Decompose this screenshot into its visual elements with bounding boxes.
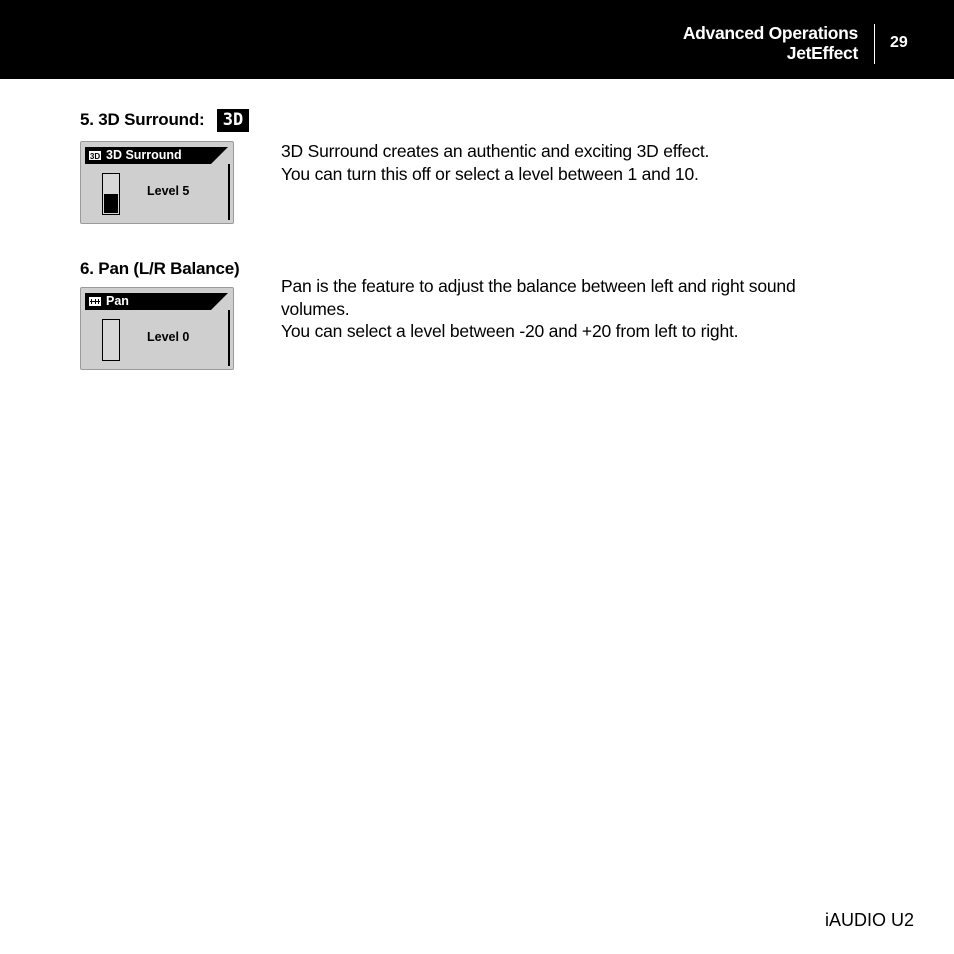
pan-description [281,275,841,343]
header-titles [683,23,858,63]
footer-brand: iAUDIO U2 [824,910,914,930]
3d-icon: 3D [217,109,249,132]
header-subsection-title: JetEffect [786,43,858,63]
level-label: Level 5 [147,184,190,198]
description-line: You can turn this off or select a level between 1 and 10. [281,163,699,184]
screen-edge-bar [228,310,230,366]
pan-icon [88,296,102,307]
description-line: Pan is the feature to adjust the balance between left and right sound volumes. [281,276,796,319]
pan-heading: 6. Pan (L/R Balance) [80,259,240,278]
screen-title: Pan [106,294,129,308]
level-meter [102,319,120,361]
screen-title-bar [85,293,211,310]
screen-edge-bar [228,164,230,220]
3d-surround-icon: 3D [89,152,101,161]
level-meter [102,173,120,215]
header-section-title: Advanced Operations [682,23,858,43]
screen-title: 3D Surround [106,148,182,162]
title-bar-slant [211,147,228,164]
level-meter-fill [104,194,118,213]
pan-screen-illustration [80,287,234,370]
surround-screen-illustration [80,141,234,224]
level-label: Level 0 [147,330,190,344]
description-line: 3D Surround creates an authentic and exciting 3D effect. [281,141,710,161]
screen-title-bar [85,147,211,164]
surround-heading: 5. 3D Surround: [80,110,205,129]
title-bar-slant [211,293,228,310]
surround-description [281,140,861,185]
description-line: You can select a level between -20 and +20 from left to right. [281,321,739,341]
page-header [0,0,954,79]
header-divider [874,24,875,64]
page-number: 29 [890,34,908,51]
